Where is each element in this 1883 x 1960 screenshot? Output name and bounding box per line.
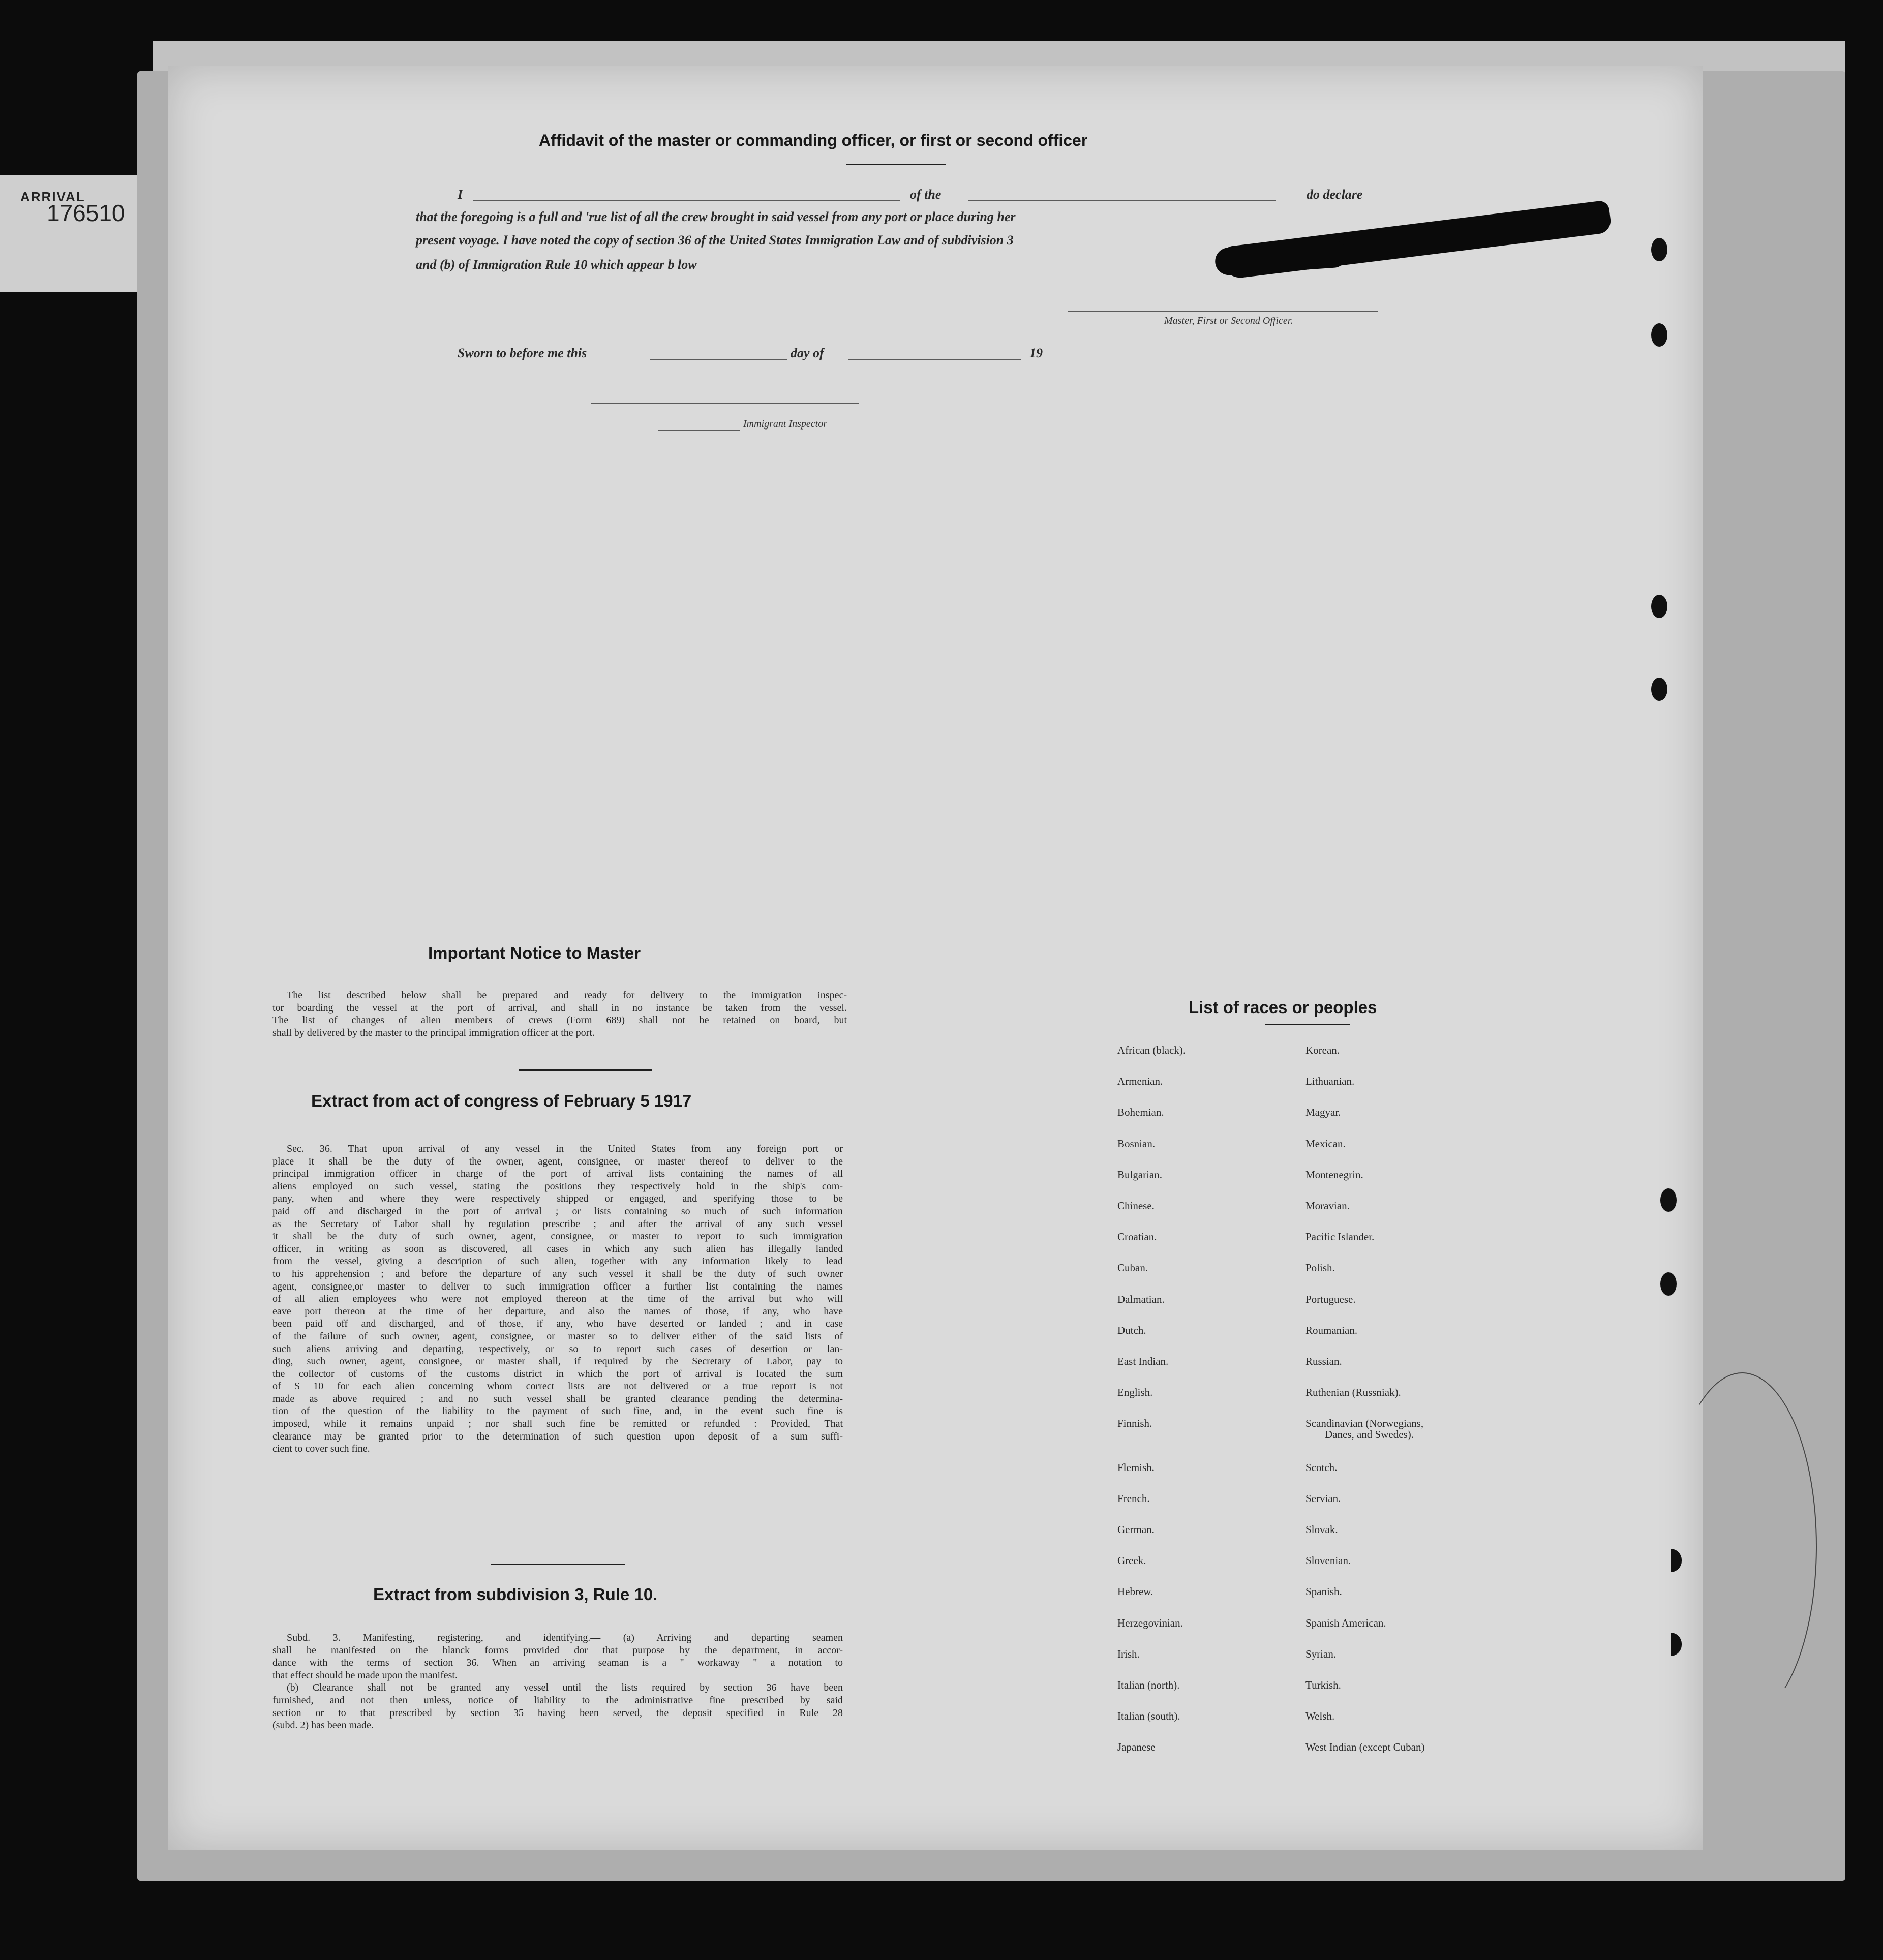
race-item: French.: [1117, 1492, 1150, 1505]
race-item: Dutch.: [1117, 1324, 1146, 1336]
sworn-month-blank: [848, 359, 1021, 360]
race-item: Scotch.: [1305, 1461, 1338, 1474]
sworn-day-blank: [650, 359, 787, 360]
act-title: Extract from act of congress of February 5 1917: [311, 1091, 692, 1110]
race-item: Montenegrin.: [1305, 1168, 1363, 1181]
punch-hole: [1651, 238, 1667, 261]
act-line: paid off and discharged in the port of arrival ; or lists containing so much of such information: [272, 1205, 843, 1217]
race-item: Dalmatian.: [1117, 1293, 1165, 1305]
race-item: African (black).: [1117, 1044, 1186, 1056]
sworn-year: 19: [1029, 346, 1043, 360]
master-signature-line: [1068, 311, 1378, 312]
races-rule: [1265, 1024, 1350, 1025]
race-item: Roumanian.: [1305, 1324, 1358, 1336]
affidavit-of-the: of the: [910, 187, 942, 202]
punch-hole: [1651, 323, 1667, 347]
notice-line: shall by delivered by the master to the principal immigration officer at the port.: [272, 1027, 595, 1038]
rule-line: (b) Clearance shall not be granted any vessel until the lists required by section 36 have been: [287, 1682, 843, 1694]
race-item: Slovenian.: [1305, 1554, 1351, 1567]
notice-line: tor boarding the vessel at the port of arrival, and shall in no instance be taken from the vessel.: [272, 1002, 847, 1014]
name-blank: [473, 200, 900, 201]
rule-line: section or to that prescribed by section 35 having been served, the deposit specified in Rule 28: [272, 1707, 843, 1719]
act-line: officer, in writing as soon as discovered, all cases in which any such alien has illegally landed: [272, 1243, 843, 1254]
act-line: to his apprehension ; and before the departure of any such vessel it shall be the duty of such owner: [272, 1268, 843, 1279]
race-item: Turkish.: [1305, 1679, 1341, 1691]
notice-rule: [519, 1069, 652, 1071]
rule-line: dance with the terms of section 36. When an arriving seaman is a " workaway " a notation to: [272, 1657, 843, 1669]
act-line: of $ 10 for each alien concerning whom correct lists are not delivered or a true report is not: [272, 1381, 843, 1392]
act-line: cient to cover such fine.: [272, 1443, 370, 1455]
race-item: Korean.: [1305, 1044, 1340, 1056]
act-line: place it shall be the duty of the owner, agent, consignee, or master thereof to deliver to the: [272, 1155, 843, 1167]
race-item: Moravian.: [1305, 1200, 1350, 1212]
rule-title: Extract from subdivision 3, Rule 10.: [373, 1585, 658, 1604]
arrival-number: 176510: [47, 200, 125, 226]
rule-line: Subd. 3. Manifesting, registering, and identifying.— (a) Arriving and departing seamen: [287, 1632, 843, 1643]
act-line: eave port thereon at the time of her departure, and also the names of those, if any, who have: [272, 1305, 843, 1317]
race-item: Slovak.: [1305, 1523, 1338, 1536]
race-item: Bosnian.: [1117, 1137, 1156, 1150]
race-item: English.: [1117, 1386, 1153, 1399]
sworn-prefix: Sworn to before me this: [458, 346, 587, 360]
race-item: Armenian.: [1117, 1075, 1163, 1088]
punch-hole: [1651, 678, 1667, 701]
vessel-blank: [968, 200, 1276, 201]
race-item: Syrian.: [1305, 1647, 1337, 1660]
inspector-signature-line: [591, 403, 859, 404]
race-item: Ruthenian (Russniak).: [1305, 1386, 1401, 1399]
race-item: Bohemian.: [1117, 1106, 1164, 1119]
act-line: imposed, while it remains unpaid ; nor shall such fine be remitted or refunded : Provided, That: [272, 1418, 843, 1430]
rule-line: shall be manifested on the blanck forms provided dor that purpose by the department, in accor-: [272, 1644, 843, 1656]
race-item: Spanish.: [1305, 1585, 1342, 1598]
race-item: Irish.: [1117, 1647, 1140, 1660]
race-item: Russian.: [1305, 1355, 1342, 1367]
race-item: Flemish.: [1117, 1461, 1155, 1474]
race-item: Spanish American.: [1305, 1616, 1386, 1629]
notice-title: Important Notice to Master: [428, 943, 641, 962]
notice-body: [272, 989, 847, 1039]
race-item: Welsh.: [1305, 1710, 1335, 1723]
affidavit-i: I: [458, 187, 463, 202]
act-line: the collector of customs of the customs district in which the port of arrival is located the sum: [272, 1368, 843, 1380]
inspector-short-line: [658, 430, 740, 431]
race-item: Servian.: [1305, 1492, 1341, 1505]
affidavit-do-declare: do declare: [1307, 187, 1363, 202]
act-line: of the failure of such owner, agent, consignee, or master so to deliver either of the said lists of: [272, 1330, 843, 1342]
act-rule: [491, 1564, 625, 1565]
sworn-day-of: day of: [791, 346, 824, 360]
affidavit-line-2: that the foregoing is a full and 'rue list of all the crew brought in said vessel from any port or place during her: [416, 209, 1016, 224]
race-item: Hebrew.: [1117, 1585, 1153, 1598]
race-item: Finnish.: [1117, 1417, 1152, 1430]
race-item: East Indian.: [1117, 1355, 1169, 1367]
race-item: Chinese.: [1117, 1200, 1155, 1212]
arrival-label: ARRIVAL: [20, 189, 85, 204]
race-item: German.: [1117, 1523, 1155, 1536]
rule-line: (subd. 2) has been made.: [272, 1720, 374, 1731]
act-line: clearance may be granted prior to the determination of such question upon deposit of a sum suffi-: [272, 1430, 843, 1442]
document-page: [168, 66, 1703, 1850]
affidavit-title: Affidavit of the master or commanding officer, or first or second officer: [539, 131, 1088, 149]
race-item: Scandinavian (Norwegians,: [1305, 1417, 1424, 1430]
rule-line: that effect should be made upon the manifest.: [272, 1669, 458, 1681]
act-line: Sec. 36. That upon arrival of any vessel in the United States from any foreign port or: [287, 1143, 843, 1154]
race-item: Magyar.: [1305, 1106, 1341, 1119]
race-item: Croatian.: [1117, 1231, 1157, 1243]
act-line: it shall be the duty of such owner, agent, consignee, or master to report to such immigration: [272, 1231, 843, 1242]
rule-body: [272, 1632, 843, 1732]
race-item: Cuban.: [1117, 1262, 1148, 1274]
races-title: List of races or peoples: [1189, 998, 1377, 1017]
race-item: Pacific Islander.: [1305, 1231, 1375, 1243]
stamp-arc: [1667, 1372, 1817, 1720]
race-item: Portuguese.: [1305, 1293, 1356, 1305]
act-line: made as above required ; and no such vessel shall be granted clearance pending the determina-: [272, 1393, 843, 1404]
race-item: West Indian (except Cuban): [1305, 1741, 1425, 1754]
act-line: tion of the question of the liability to the payment of such fine, and, in the event such fine is: [272, 1405, 843, 1417]
affidavit-line-3: present voyage. I have noted the copy of section 36 of the United States Immigration Law and of subdivision 3: [416, 233, 1014, 248]
act-line: of all alien employees who were not employed thereon at the time of the arrival but who will: [272, 1293, 843, 1305]
act-line: from the vessel, giving a description of such alien, together with any information likely to lead: [272, 1255, 843, 1267]
act-line: agent, consignee,or master to deliver to such immigration officer a further list containing the names: [272, 1280, 843, 1292]
rule-line: furnished, and not then unless, notice of liability to the administrative fine prescribed by said: [272, 1694, 843, 1706]
race-item: Bulgarian.: [1117, 1168, 1163, 1181]
race-item: Italian (north).: [1117, 1679, 1180, 1691]
act-line: ding, such owner, agent, consignee, or master shall, if required by the Secretary of Labor, pay to: [272, 1356, 843, 1367]
race-item: Lithuanian.: [1305, 1075, 1355, 1088]
act-line: aliens employed on such vessel, stating the positions they respectively hold in the ship's com-: [272, 1180, 843, 1192]
act-line: pany, when and where they were respectively shipped or engaged, and sperifying those to be: [272, 1193, 843, 1205]
punch-hole: [1660, 1188, 1677, 1212]
act-line: such aliens arriving and departing, respectively, or so to report such cases of desertion or lan-: [272, 1343, 843, 1355]
race-item: Herzegovinian.: [1117, 1616, 1183, 1629]
affidavit-line-4: and (b) of Immigration Rule 10 which appear b low: [416, 257, 697, 272]
notice-line: The list described below shall be prepared and ready for delivery to the immigration inspec-: [287, 990, 847, 1001]
race-item: Greek.: [1117, 1554, 1146, 1567]
act-line: been paid off and discharged, and of those, if any, who have deserted or landed ; and in case: [272, 1318, 843, 1330]
act-line: principal immigration officer in charge of the port of arrival lists containing the names of all: [272, 1168, 843, 1180]
race-item: Japanese: [1117, 1741, 1156, 1754]
punch-hole: [1651, 595, 1667, 618]
act-body: [272, 1143, 843, 1455]
inspector-caption: Immigrant Inspector: [743, 418, 827, 430]
race-item-continuation: Danes, and Swedes).: [1325, 1428, 1414, 1441]
master-signature-caption: Master, First or Second Officer.: [1164, 315, 1293, 326]
punch-hole: [1660, 1272, 1677, 1296]
title-rule: [846, 164, 946, 165]
act-line: as the Secretary of Labor shall by regulation prescribe ; and after the arrival of any such vessel: [272, 1218, 843, 1230]
notice-line: The list of changes of alien members of crews (Form 689) shall not be retained on board, but: [272, 1015, 847, 1026]
race-item: Italian (south).: [1117, 1710, 1180, 1723]
race-item: Mexican.: [1305, 1137, 1346, 1150]
race-item: Polish.: [1305, 1262, 1335, 1274]
